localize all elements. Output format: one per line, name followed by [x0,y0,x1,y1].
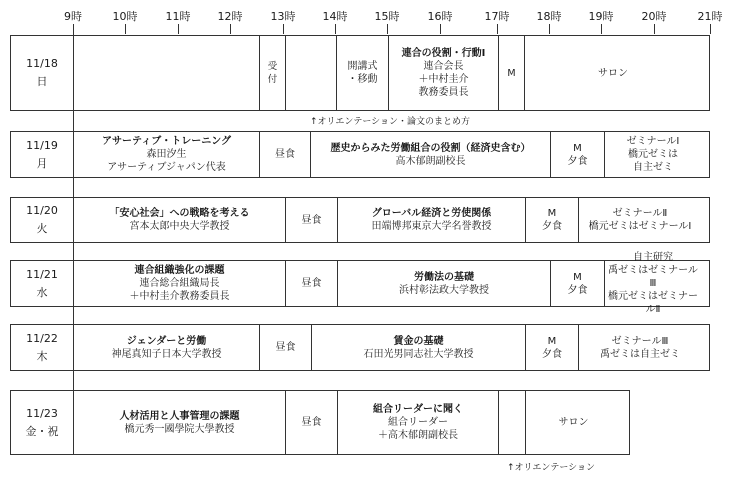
day-date [11,325,74,370]
session-cell [498,391,525,454]
session-cell [74,36,259,110]
weekday-label: 火 [36,222,48,235]
session-cell [74,198,285,242]
session-line: 付 [267,74,278,85]
session-line: 連合会長 [423,61,464,72]
session-line: 夕食 [567,155,588,167]
session-title: 「安心社会」への戦略を考える [109,208,250,219]
session-cell [524,36,701,110]
session-cell [74,325,259,370]
hour-label: 19時 [588,10,614,23]
session-line: ・移動 [347,74,378,85]
hour-tick [335,24,336,34]
hour-label: 14時 [322,10,348,23]
day-row [10,390,630,455]
session-cell [525,325,578,370]
date-label: 11/23 [26,406,58,420]
session-line: M [547,208,557,219]
hour-label: 16時 [427,10,453,23]
hour-tick [654,24,655,34]
session-cell [578,325,701,370]
session-line: 自主研究 [633,252,673,263]
session-cell [259,36,285,110]
date-label: 11/22 [26,331,58,345]
session-cell [74,132,259,177]
day-date [11,261,74,306]
day-date [11,132,74,177]
session-line: 教務委員長 [418,87,469,98]
session-line: 橋元ゼミは [628,149,678,160]
day-date [11,391,74,454]
session-line: 昼食 [301,417,322,428]
session-line: ＋中村圭介教務委員長 [129,291,230,302]
session-cell [310,132,550,177]
hour-tick [497,24,498,34]
session-cell [550,261,604,306]
day-date [11,198,74,242]
day-row [10,252,710,315]
session-cell [337,198,525,242]
session-cell [285,261,337,306]
session-title: 賃金の基礎 [393,335,444,347]
weekday-label: 水 [36,285,48,299]
session-line: ＋高木郁朗副校長 [378,430,458,441]
session-title: 組合リーダーに聞く [373,404,463,415]
hour-label: 21時 [697,10,723,23]
note-orientation-2: ↑オリエンテーション [507,463,596,473]
weekday-label: 木 [36,349,48,363]
date-label: 11/21 [26,267,58,281]
session-line: ゼミナールⅢ [611,335,669,347]
session-line: 高木郁朗副校長 [395,155,466,167]
session-cell [259,325,311,370]
session-cell [525,391,621,454]
session-cell [259,132,310,177]
hour-tick [125,24,126,34]
session-line: 神尾真知子日本大学教授 [111,348,222,360]
date-label: 11/20 [26,204,58,217]
session-cell [74,391,285,454]
session-line: 昼食 [301,278,322,289]
session-line: ＋中村圭介 [418,74,469,85]
day-row [10,197,710,243]
session-line: 自主ゼミ [633,162,673,173]
hour-label: 9時 [64,10,82,23]
day-row [10,131,710,178]
session-line: 橋元秀一國學院大學教授 [124,423,235,435]
hour-tick [230,24,231,34]
hour-label: 15時 [374,10,400,23]
hour-tick [283,24,284,34]
session-line: 森田汐生 [146,149,187,160]
session-cell [285,391,337,454]
session-line: 橋元ゼミはゼミナールⅠ [588,221,692,232]
session-line: 開講式 [347,61,378,72]
session-line: アサーティブジャパン代表 [107,162,226,173]
session-title: 連合の役割・行動Ⅰ [401,48,486,59]
session-line: M [507,67,516,79]
session-cell [285,198,337,242]
note-orientation-1: ↑オリエンテーション・論文のまとめ方 [310,117,471,127]
session-cell [336,36,388,110]
session-title: 労働法の基礎 [414,271,474,283]
session-title: アサーティブ・トレーニング [102,136,231,147]
weekday-label: 月 [36,156,48,170]
weekday-label: 金・祝 [25,424,59,438]
session-cell [337,261,550,306]
session-line: 田端博邦東京大学名誉教授 [371,221,492,232]
session-cell [604,252,701,315]
hour-label: 18時 [536,10,562,23]
weekday-label: 日 [36,75,48,88]
date-label: 11/19 [26,138,58,152]
hour-label: 20時 [641,10,667,23]
session-title: 歴史からみた労働組合の役割（経済史含む） [330,142,531,154]
session-line: 浜村彰法政大学教授 [399,284,489,296]
session-cell [311,325,525,370]
session-line: M [547,335,557,347]
session-line: 夕食 [542,348,562,360]
session-cell [525,198,578,242]
session-line: ゼミナールⅠ [626,136,680,147]
session-title: 人材活用と人事管理の課題 [119,410,240,422]
hour-label: 13時 [270,10,296,23]
session-line: 橋元ゼミはゼミナールⅡ [608,291,698,315]
session-line: 昼食 [275,149,295,160]
hour-tick [549,24,550,34]
day-row [10,324,710,371]
day-date [11,36,74,110]
session-line: 禹ゼミは自主ゼミ [600,348,680,360]
hour-label: 17時 [484,10,510,23]
session-cell [498,36,524,110]
hour-label: 10時 [112,10,138,23]
session-cell [578,198,701,242]
session-cell [388,36,498,110]
session-line: 夕食 [567,284,588,296]
session-title: グローバル経済と労使関係 [371,208,492,219]
session-line: ゼミナールⅡ [612,208,668,219]
session-title: 連合組織強化の課題 [134,265,225,276]
day-row [10,35,710,111]
hour-tick [178,24,179,34]
session-line: サロン [558,417,589,428]
session-cell [550,132,604,177]
session-line: 禹ゼミはゼミナールⅢ [608,265,698,289]
session-cell [604,132,701,177]
date-label: 11/18 [26,57,58,70]
hour-tick [601,24,602,34]
hour-label: 12時 [217,10,243,23]
session-cell [74,261,285,306]
session-line: 昼食 [275,342,296,353]
session-line: M [573,142,582,154]
hour-tick [440,24,441,34]
session-line: 組合リーダー [388,417,448,428]
session-cell [337,391,498,454]
session-line: 石田光男同志社大学教授 [363,348,474,360]
session-line: 連合総合組織局長 [139,278,220,289]
session-line: 受 [267,61,278,72]
session-line: 昼食 [301,214,322,226]
session-cell [285,36,336,110]
hour-tick [387,24,388,34]
hour-label: 11時 [165,10,191,23]
session-title: ジェンダーと労働 [126,335,207,347]
session-line: 夕食 [542,221,562,232]
session-line: M [573,271,582,283]
hour-tick [710,24,711,34]
session-line: 宮本太郎中央大学教授 [129,221,230,232]
session-line: サロン [598,67,628,79]
